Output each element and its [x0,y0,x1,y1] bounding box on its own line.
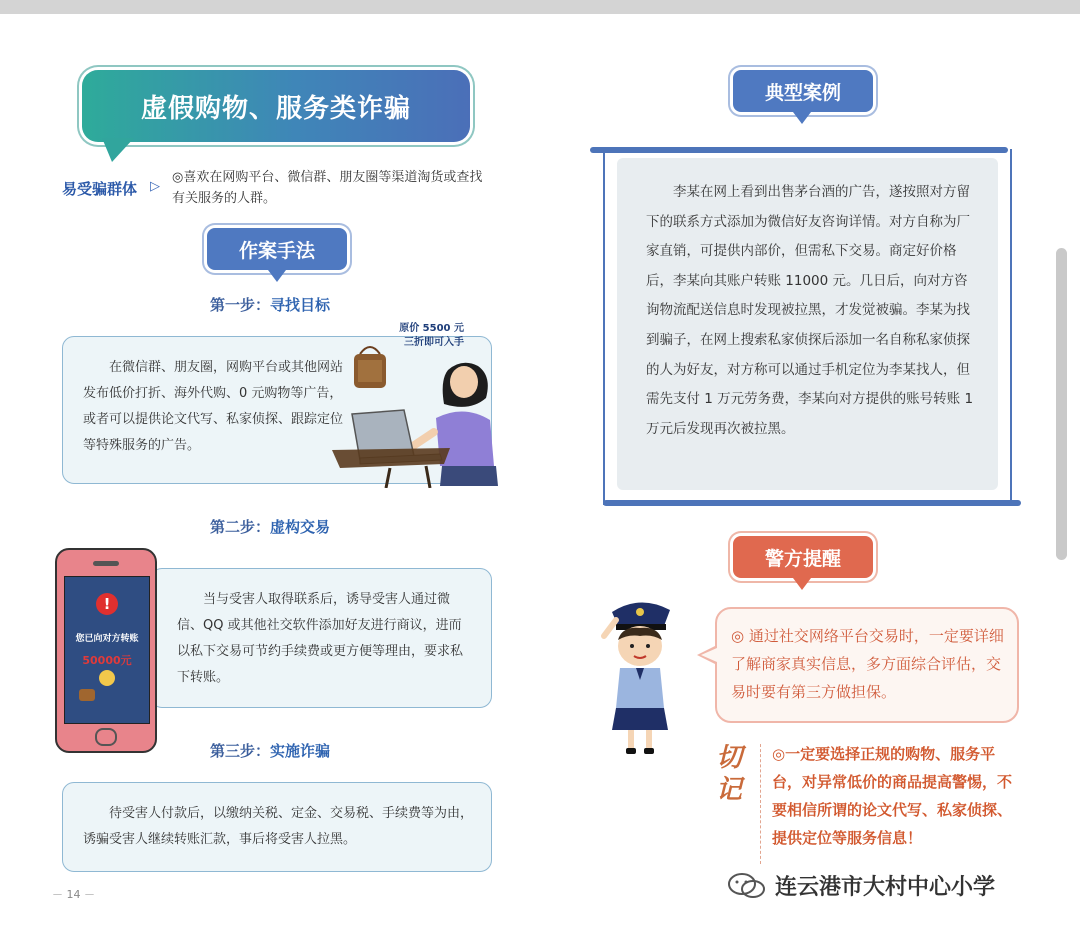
vulnerable-group-label: 易受骗群体 [62,180,138,198]
police-header [733,536,873,578]
step-3-prefix: 第三步： [210,742,271,760]
woman-laptop-illustration [330,340,500,488]
method-header-label: 作案手法 [238,239,315,262]
bubble-tail-inner [701,648,717,662]
vulnerable-group-text: ◎喜欢在网购平台、微信群、朋友圈等渠道淘货或查找有关服务的人群。 [172,170,483,206]
step-1-heading [210,294,330,315]
worried-face-icon [99,670,115,686]
case-header-label: 典型案例 [764,81,841,104]
police-badge-icon [636,608,644,616]
step-2-name: 虚构交易 [270,518,331,536]
method-header-tail [268,270,286,282]
method-header [207,228,347,270]
police-header-tail [793,578,811,590]
case-frame-bottom [603,500,1021,506]
phone-illustration [55,548,157,753]
step-1-prefix: 第一步： [210,296,271,314]
step-3-name: 实施诈骗 [270,742,331,760]
phone-transfer-text: 您已向对方转账 [75,634,139,644]
scrollbar[interactable] [1056,248,1067,560]
step-2-box [150,568,492,708]
remember-label: 切记 [716,743,743,805]
police-reminder-text: ◎ 通过社交网络平台交易时，一定要详细了解商家真实信息，多方面综合评估，交易时要有第三方做担保。 [731,627,1004,701]
case-text: 李某在网上看到出售茅台酒的广告，遂按照对方留下的联系方式添加为微信好友咨询详情。对方自称为厂家直销，可提供内部价，但需私下交易。商定好价格后，李某向其账户转账 11000 元。几日后，向对方咨询物流配送信息时发现被拉黑，才发觉被骗。李某为找到骗子，在网上搜索私家侦探后添加一名自称私家侦探的人为好友，对方称可以通过手机定位为李某找人，但需先支付 1 万元劳务费，李某向对方提供的账号转账 1 万元后发现再次被拉黑。 [646,184,974,437]
police-header-label: 警方提醒 [764,547,841,570]
page-number: － 14 － [52,888,95,901]
phone-speaker [93,561,119,566]
title-banner-tail [102,138,134,162]
step-3-heading [210,740,330,761]
handbag-icon [354,347,386,388]
phone-screen [64,576,150,724]
price-tag-line-2: 三折即可入手 [404,337,464,348]
step-2-heading [210,516,330,537]
page-title: 虚假购物、服务类诈骗 [140,93,411,124]
phone-amount-text: 50000元 [82,654,132,667]
price-tag-line-1: 原价 5500 元 [399,323,464,334]
wechat-icon [727,872,767,900]
police-officer-illustration [592,596,688,756]
case-header [733,70,873,112]
phone-home-button [95,728,117,746]
step-2-prefix: 第二步： [210,518,271,536]
step-3-text: 待受害人付款后，以缴纳关税、定金、交易税、手续费等为由，诱骗受害人继续转账汇款，事后将受害人拉黑。 [83,806,474,847]
step-2-text: 当与受害人取得联系后，诱导受害人通过微信、QQ 或其他社交软件添加好友进行商议，进而以私下交易可节约手续费或更方便等理由，要求私下转账。 [177,592,464,685]
case-header-tail [793,112,811,124]
bag-icon [79,689,95,701]
top-border [0,0,1080,14]
case-frame-top [590,147,1008,153]
watermark-text: 连云港市大村中心小学 [775,875,996,900]
alert-icon: ! [96,593,118,615]
remember-divider [760,744,762,864]
title-banner [82,70,470,142]
step-3-box [62,782,492,872]
step-1-text: 在微信群、朋友圈，网购平台或其他网站发布低价打折、海外代购、0 元购物等广告，或者可以提供论文代写、私家侦探、跟踪定位等特殊服务的广告。 [83,360,344,453]
step-1-name: 寻找目标 [270,296,331,314]
remember-text: ◎一定要选择正规的购物、服务平台，对异常低价的商品提高警惕，不要相信所谓的论文代写、私家侦探、提供定位等服务信息！ [772,745,1013,847]
arrow-right-icon: ▷ [150,179,160,194]
